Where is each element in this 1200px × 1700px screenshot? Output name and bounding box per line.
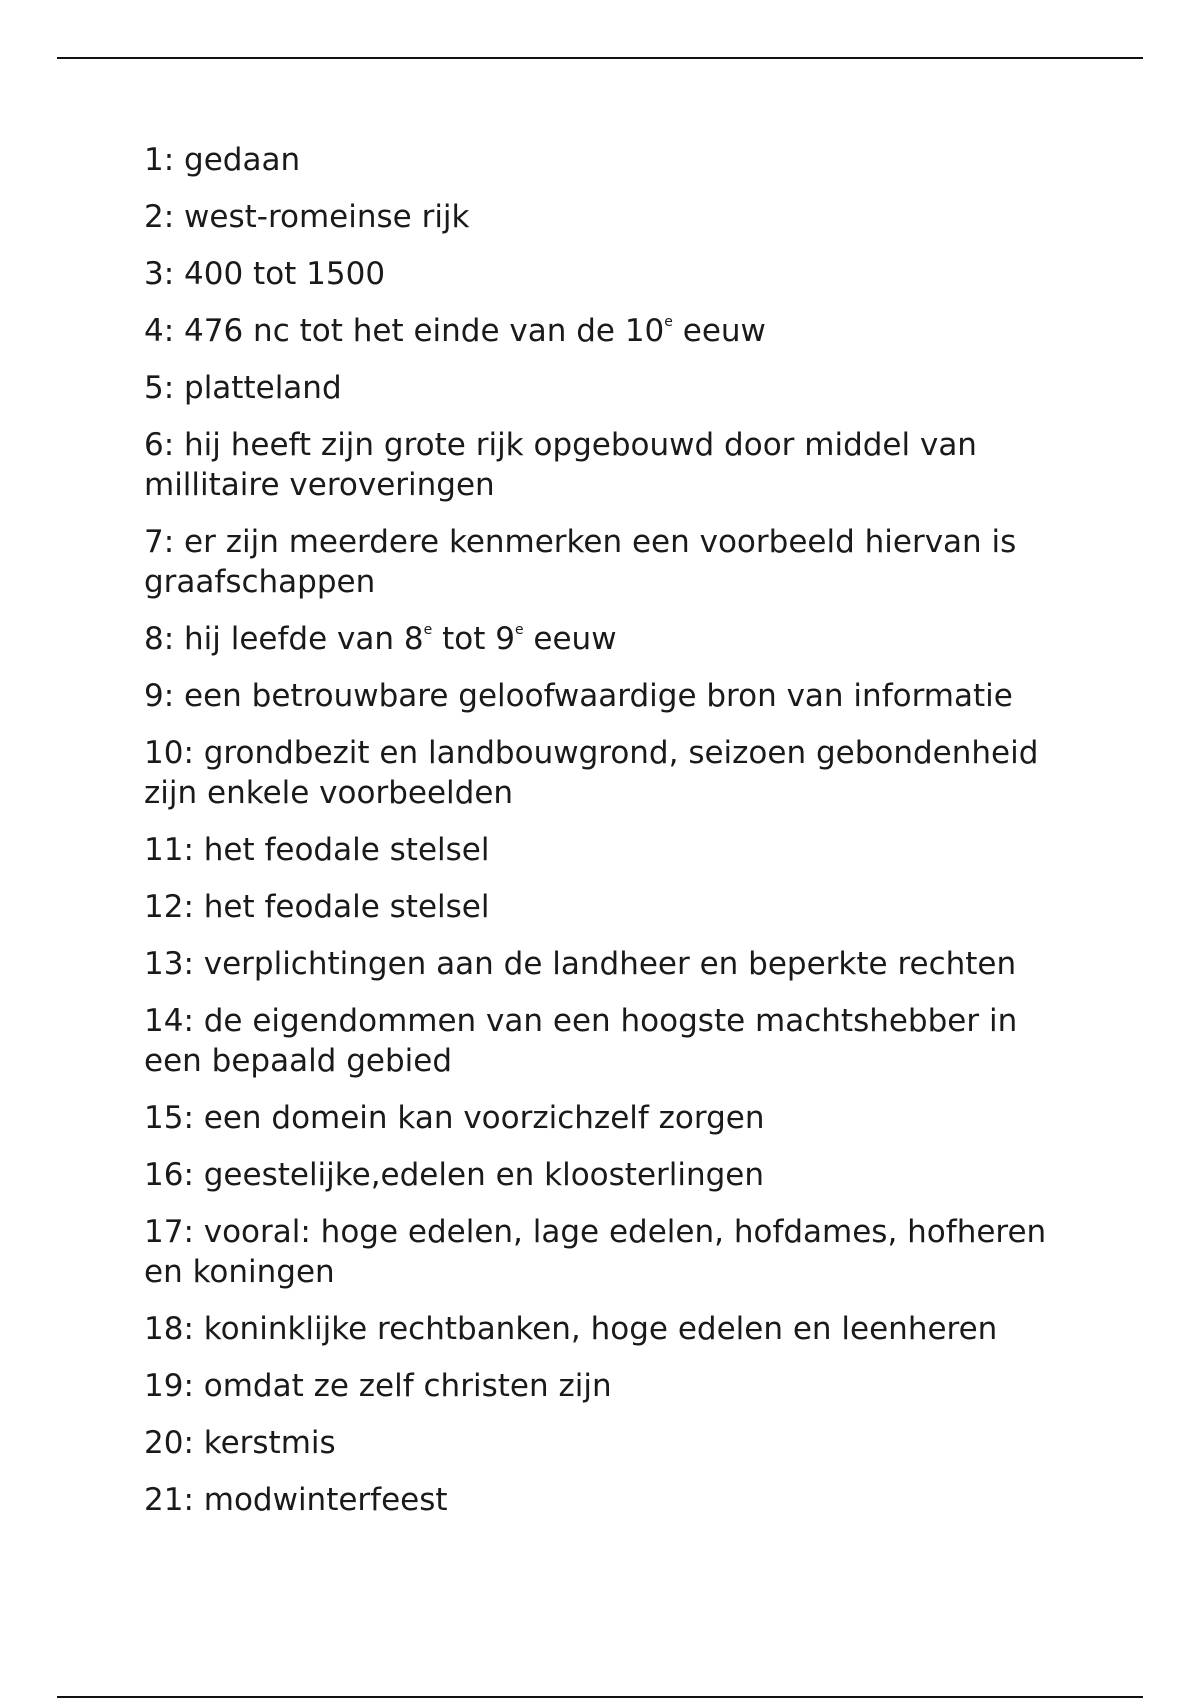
answer-text: 15: een domein kan voorzichzelf zorgen: [144, 1100, 765, 1136]
answer-text: 10: grondbezit en landbouwgrond, seizoen gebondenheid zijn enkele voorbeelden: [144, 735, 1039, 811]
answer-item: [144, 944, 1084, 984]
answer-text: 7: er zijn meerdere kenmerken een voorbeeld hiervan is graafschappen: [144, 524, 1017, 600]
answer-text: tot 9: [432, 621, 515, 657]
answer-item: [144, 140, 1084, 180]
answer-item: [144, 1480, 1084, 1520]
answer-item: [144, 733, 1084, 813]
ordinal-superscript: e: [423, 621, 433, 638]
ordinal-superscript: e: [664, 313, 673, 330]
answer-text: eeuw: [523, 621, 617, 657]
answer-text: 3: 400 tot 1500: [144, 256, 386, 292]
answer-text: 9: een betrouwbare geloofwaardige bron van informatie: [144, 678, 1013, 714]
answer-item: [144, 1155, 1084, 1195]
answer-text: eeuw: [672, 313, 766, 349]
answer-text: 5: platteland: [144, 370, 342, 406]
answer-list: [144, 140, 1084, 1537]
answer-item: [144, 1309, 1084, 1349]
answer-item: [144, 522, 1084, 602]
answer-text: 12: het feodale stelsel: [144, 889, 490, 925]
answer-text: 4: 476 nc tot het einde van de 10: [144, 313, 665, 349]
answer-item: [144, 254, 1084, 294]
answer-text: 8: hij leefde van 8: [144, 621, 424, 657]
answer-text: 2: west-romeinse rijk: [144, 199, 470, 235]
answer-item: [144, 368, 1084, 408]
answer-text: 13: verplichtingen aan de landheer en beperkte rechten: [144, 946, 1017, 982]
answer-text: 1: gedaan: [144, 142, 301, 178]
answer-text: 19: omdat ze zelf christen zijn: [144, 1368, 612, 1404]
ordinal-superscript: e: [514, 621, 524, 638]
answer-item: [144, 676, 1084, 716]
answer-text: 16: geestelijke,edelen en kloosterlingen: [144, 1157, 765, 1193]
answer-item: [144, 619, 1084, 659]
answer-text: 18: koninklijke rechtbanken, hoge edelen en leenheren: [144, 1311, 998, 1347]
answer-item: [144, 1366, 1084, 1406]
answer-text: 21: modwinterfeest: [144, 1482, 448, 1518]
top-rule: [57, 57, 1143, 59]
answer-item: [144, 1423, 1084, 1463]
answer-item: [144, 1001, 1084, 1081]
answer-text: 11: het feodale stelsel: [144, 832, 490, 868]
answer-text: 20: kerstmis: [144, 1425, 336, 1461]
answer-item: [144, 1212, 1084, 1292]
answer-item: [144, 1098, 1084, 1138]
answer-text: 17: vooral: hoge edelen, lage edelen, hofdames, hofheren en koningen: [144, 1214, 1047, 1290]
answer-text: 6: hij heeft zijn grote rijk opgebouwd door middel van millitaire veroveringen: [144, 427, 977, 503]
answer-item: [144, 830, 1084, 870]
answer-item: [144, 887, 1084, 927]
bottom-rule: [57, 1696, 1143, 1698]
answer-item: [144, 311, 1084, 351]
answer-text: 14: de eigendommen van een hoogste machtshebber in een bepaald gebied: [144, 1003, 1018, 1079]
answer-item: [144, 425, 1084, 505]
answer-item: [144, 197, 1084, 237]
